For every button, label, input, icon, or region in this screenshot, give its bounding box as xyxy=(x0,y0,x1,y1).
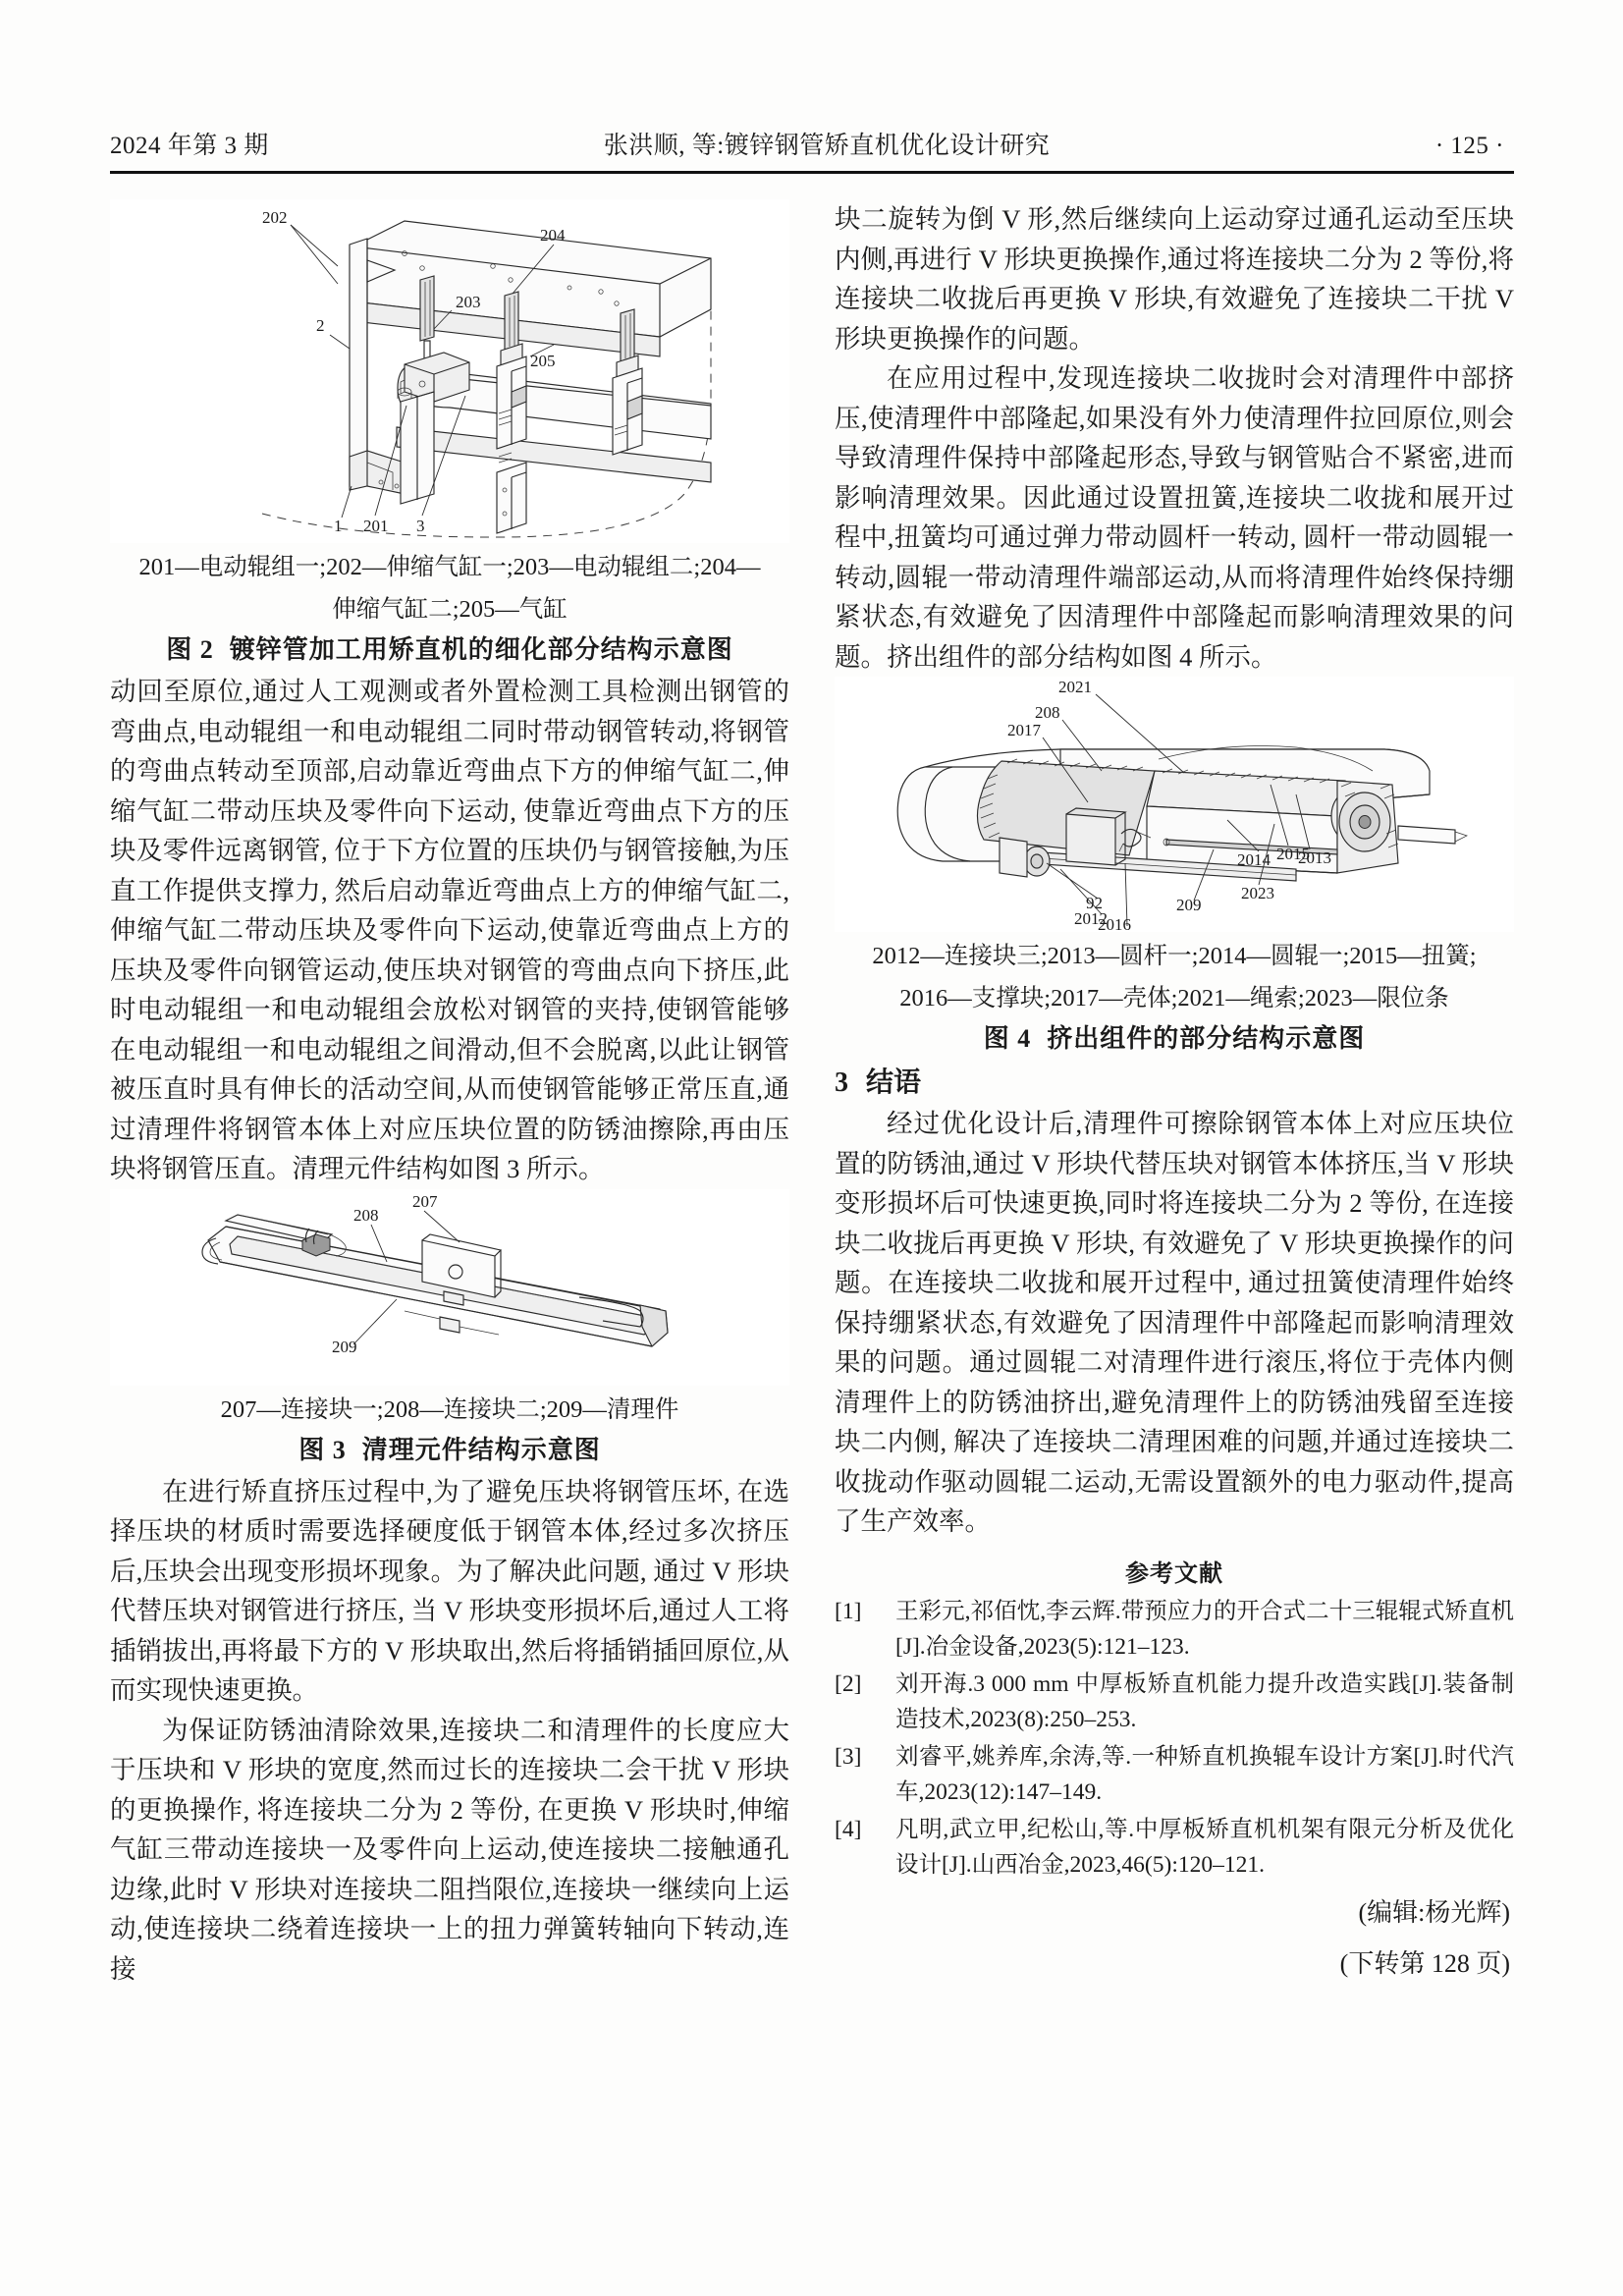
reference-number: [2] xyxy=(835,1670,862,1697)
figure-3-svg xyxy=(110,1189,789,1386)
page-content xyxy=(110,126,1514,1989)
figure-4-callout-92: 92 xyxy=(1086,894,1103,912)
reference-number: [4] xyxy=(835,1816,862,1842)
figure-4-callout-209: 209 xyxy=(1176,896,1202,914)
figure-4-svg xyxy=(835,677,1514,932)
reference-text: 刘睿平,姚养库,余涛,等.一种矫直机换辊车设计方案[J].时代汽车,2023(12):147–149. xyxy=(895,1743,1514,1805)
figure-3-callout-209: 209 xyxy=(332,1337,357,1356)
figure-2 xyxy=(110,199,789,666)
figure-4-callout-2014: 2014 xyxy=(1237,850,1271,869)
figure-3-callout-207: 207 xyxy=(412,1191,438,1211)
figure-2-caption xyxy=(110,629,789,666)
figure-2-callout-205: 205 xyxy=(530,352,556,370)
reference-number: [3] xyxy=(835,1743,862,1770)
figure-4-number: 图 4 xyxy=(983,1024,1032,1053)
right-paragraph-2: 在应用过程中,发现连接块二收拢时会对清理件中部挤压,使清理件中部隆起,如果没有外力使清理件拉回原位,则会导致清理件保持中部隆起形态,导致与钢管贴合不紧密,进而影响清理效果。因此通过设置扭簧,连接块二收拢和展开过程中,扭簧均可通过弹力带动圆杆一转动, 圆杆一带动圆辊一转动,圆辊一带动清理件端部运动,从而将清理件始终保持绷紧状态,有效避免了因清理件中部隆起而影响清理效果的问题。挤出组件的部分结构如图 4 所示。 xyxy=(835,363,1514,672)
figure-3-callout-208: 208 xyxy=(353,1205,379,1225)
left-paragraph-3: 为保证防锈油清除效果,连接块二和清理件的长度应大于压块和 V 形块的宽度,然而过长的连接块二会干扰 V 形块的更换操作, 将连接块二分为 2 等份, 在更换 V 形块时,伸缩气缸三带动连接块一及零件向上运动,使连接块二接触通孔边缘,此时 V 形块对连接块二阻挡限位,连接块一继续向上运动,使连接块二绕着连接块一上的扭力弹簧转轴向下转动,连接 xyxy=(110,1715,789,1984)
figure-3-caption xyxy=(110,1430,789,1466)
figure-2-callout-201: 201 xyxy=(363,517,389,535)
reference-item xyxy=(835,1812,1514,1883)
figure-4-keys-line2: 2016—支撑块;2017—壳体;2021—绳索;2023—限位条 xyxy=(899,985,1449,1011)
right-paragraph-1: 块二旋转为倒 V 形,然后继续向上运动穿过通孔运动至压块内侧,再进行 V 形块更换操作,通过将连接块二分为 2 等份,将连接块二收拢后再更换 V 形块,有效避免了连接块二干扰 V 形块更换操作的问题。 xyxy=(835,204,1514,354)
figure-2-keys-line1: 201—电动辊组一;202—伸缩气缸一;203—电动辊组二;204— xyxy=(138,554,761,580)
left-paragraph-2: 在进行矫直挤压过程中,为了避免压块将钢管压坏, 在选择压块的材质时需要选择硬度低于钢管本体,经过多次挤压后,压块会出现变形损坏现象。为了解决此问题, 通过 V 形块代替压块对钢管进行挤压, 当 V 形块变形损坏后,通过人工将插销拔出,再将最下方的 V 形块取出,然后将插销插回原位,从而实现快速更换。 xyxy=(110,1476,789,1705)
figure-2-callout-203: 203 xyxy=(456,293,481,311)
figure-2-number: 图 2 xyxy=(166,635,214,664)
left-paragraph-1: 动回至原位,通过人工观测或者外置检测工具检测出钢管的弯曲点,电动辊组一和电动辊组二同时带动钢管转动,将钢管的弯曲点转动至顶部,启动靠近弯曲点下方的伸缩气缸二,伸缩气缸二带动压块及零件向下运动, 使靠近弯曲点下方的压块及零件远离钢管, 位于下方位置的压块仍与钢管接触,为压直工作提供支撑力, 然后启动靠近弯曲点上方的伸缩气缸二,伸缩气缸二带动压块及零件向下运动,使靠近弯曲点上方的压块及零件向钢管运动,使压块对钢管的弯曲点向下挤压,此时电动辊组一和电动辊组会放松对钢管的夹持,使钢管能够在电动辊组一和电动辊组之间滑动,但不会脱离,以此让钢管被压直时具有伸长的活动空间,从而使钢管能够正常压直,通过清理件将钢管本体上对应压块位置的防锈油擦除,再由压块将钢管压直。清理元件结构如图 3 所示。 xyxy=(110,677,789,1183)
reference-number: [1] xyxy=(835,1598,862,1624)
header-rule xyxy=(110,171,1514,174)
reference-item xyxy=(835,1739,1514,1810)
figure-4-callout-2017: 2017 xyxy=(1007,721,1041,739)
figure-4-callout-2015: 2015 xyxy=(1276,845,1310,863)
figure-2-callout-204: 204 xyxy=(540,226,566,245)
editor-note: (编辑:杨光辉) xyxy=(1358,1897,1510,1927)
running-head-title: 张洪顺, 等:镀锌钢管矫直机优化设计研究 xyxy=(603,133,1051,159)
figure-3-title: 清理元件结构示意图 xyxy=(361,1435,601,1464)
two-column-body xyxy=(110,199,1514,1989)
figure-3 xyxy=(110,1189,789,1466)
figure-4-callout-208: 208 xyxy=(1035,703,1060,722)
figure-2-callout-3: 3 xyxy=(416,517,425,535)
figure-4-callout-2016: 2016 xyxy=(1098,915,1131,932)
running-head xyxy=(110,126,1514,171)
right-paragraph-3: 经过优化设计后,清理件可擦除钢管本体上对应压块位置的防锈油,通过 V 形块代替压块对钢管本体挤压,当 V 形块变形损坏后可快速更换,同时将连接块二分为 2 等份, 在连接块二收拢后再更换 V 形块, 有效避免了 V 形块更换操作的问题。在连接块二收拢和展开过程中, 通过扭簧使清理件始终保持绷紧状态,有效避免了因清理件中部隆起而影响清理效果的问题。通过圆辊二对清理件进行滚压,将位于壳体内侧清理件上的防锈油挤出,避免清理件上的防锈油残留至连接块二内侧, 解决了连接块二清理困难的问题,并通过连接块二收拢动作驱动圆辊二运动,无需设置额外的电力驱动件,提高了生产效率。 xyxy=(835,1109,1514,1536)
references-heading: 参考文献 xyxy=(1125,1560,1223,1587)
reference-text: 王彩元,祁佰忱,李云辉.带预应力的开合式二十三辊辊式矫直机[J].冶金设备,2023(5):121–123. xyxy=(895,1598,1514,1660)
figure-4-title: 挤出组件的部分结构示意图 xyxy=(1047,1024,1366,1053)
figure-4-callout-2013: 2013 xyxy=(1298,848,1331,867)
reference-text: 凡明,武立甲,纪松山,等.中厚板矫直机机架有限元分析及优化设计[J].山西冶金,2023,46(5):120–121. xyxy=(895,1816,1514,1878)
figure-2-keys-line2: 伸缩气缸二;205—气缸 xyxy=(332,596,568,623)
figure-4-caption xyxy=(835,1018,1514,1055)
section-title: 结语 xyxy=(866,1067,922,1098)
page-number: · 125 · xyxy=(1434,133,1504,159)
reference-item xyxy=(835,1667,1514,1737)
right-column xyxy=(835,199,1514,1989)
figure-4-keys-line1: 2012—连接块三;2013—圆杆一;2014—圆辊一;2015—扭簧; xyxy=(872,943,1477,969)
figure-2-drawing xyxy=(110,199,789,543)
reference-item xyxy=(835,1594,1514,1665)
figure-2-callout-2: 2 xyxy=(316,316,325,335)
figure-4-callout-2012: 2012 xyxy=(1074,909,1108,928)
figure-2-callout-202: 202 xyxy=(262,208,288,227)
running-head-issue: 2024 年第 3 期 xyxy=(110,133,269,159)
figure-4-drawing xyxy=(835,677,1514,932)
left-column xyxy=(110,199,789,1989)
figure-3-drawing xyxy=(110,1189,789,1386)
figure-4 xyxy=(835,677,1514,1055)
figure-2-svg xyxy=(110,199,789,543)
figure-2-title: 镀锌管加工用矫直机的细化部分结构示意图 xyxy=(229,635,733,664)
figure-3-number: 图 3 xyxy=(298,1435,347,1464)
figure-3-keys: 207—连接块一;208—连接块二;209—清理件 xyxy=(220,1395,679,1423)
continued-note: (下转第 128 页) xyxy=(1339,1948,1510,1978)
figure-4-callout-2021: 2021 xyxy=(1058,678,1092,696)
section-heading-conclusion xyxy=(835,1061,1514,1100)
section-number: 3 xyxy=(835,1067,848,1098)
figure-2-callout-1: 1 xyxy=(334,517,343,535)
reference-text: 刘开海.3 000 mm 中厚板矫直机能力提升改造实践[J].装备制造技术,2023(8):250–253. xyxy=(895,1670,1514,1732)
figure-4-callout-2023: 2023 xyxy=(1241,884,1274,902)
